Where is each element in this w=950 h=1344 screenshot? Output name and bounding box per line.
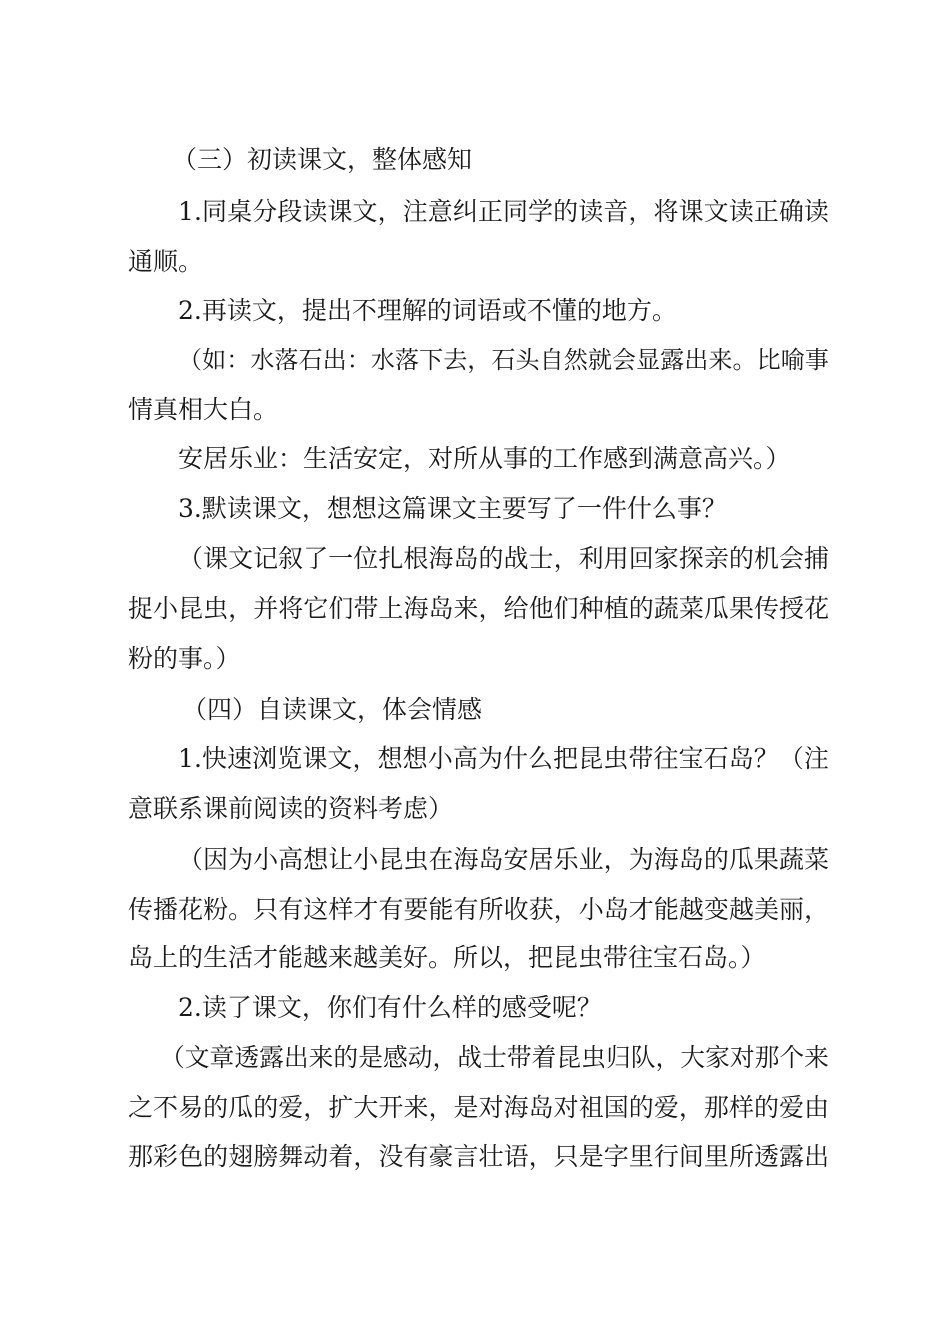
text-line: 通顺。 xyxy=(128,247,204,276)
text-line: 安居乐业：生活安定，对所从事的工作感到满意高兴。） xyxy=(178,444,791,473)
text-line: （课文记叙了一位扎根海岛的战士，利用回家探亲的机会捕 xyxy=(178,544,830,573)
text-line: 2.读了课文，你们有什么样的感受呢？ xyxy=(178,993,602,1022)
text-line: 之不易的瓜的爱，扩大开来，是对海岛对祖国的爱，那样的爱由 xyxy=(128,1093,830,1122)
text-line: 1.快速浏览课文，想想小高为什么把昆虫带往宝石岛？（注 xyxy=(178,744,830,773)
text-line: 1.同桌分段读课文，注意纠正同学的读音，将课文读正确读 xyxy=(178,197,830,226)
section-heading-3: （三）初读课文，整体感知 xyxy=(172,145,473,174)
text-line: 那彩色的翅膀舞动着，没有豪言壮语，只是字里行间里所透露出 xyxy=(128,1142,830,1171)
text-line: （文章透露出来的是感动，战士带着昆虫归队，大家对那个来 xyxy=(160,1043,829,1072)
text-line: 粉的事。） xyxy=(128,644,241,673)
section-heading-4: （四）自读课文，体会情感 xyxy=(182,695,483,724)
text-line: （如：水落石出：水落下去，石头自然就会显露出来。比喻事 xyxy=(178,346,829,374)
text-line: 2.再读文，提出不理解的词语或不懂的地方。 xyxy=(178,296,677,325)
text-line: 捉小昆虫，并将它们带上海岛来，给他们种植的蔬菜瓜果传授花 xyxy=(128,594,830,623)
text-line: 3.默读课文，想想这篇课文主要写了一件什么事？ xyxy=(178,494,727,523)
text-line: 情真相大白。 xyxy=(128,395,279,424)
text-line: 意联系课前阅读的资料考虑） xyxy=(128,794,454,823)
text-line: 传播花粉。只有这样才有要能有所收获，小岛才能越变越美丽， xyxy=(128,895,830,924)
text-line: （因为小高想让小昆虫在海岛安居乐业，为海岛的瓜果蔬菜 xyxy=(178,845,830,874)
text-line: 岛上的生活才能越来越美好。所以，把昆虫带往宝石岛。） xyxy=(128,943,766,972)
